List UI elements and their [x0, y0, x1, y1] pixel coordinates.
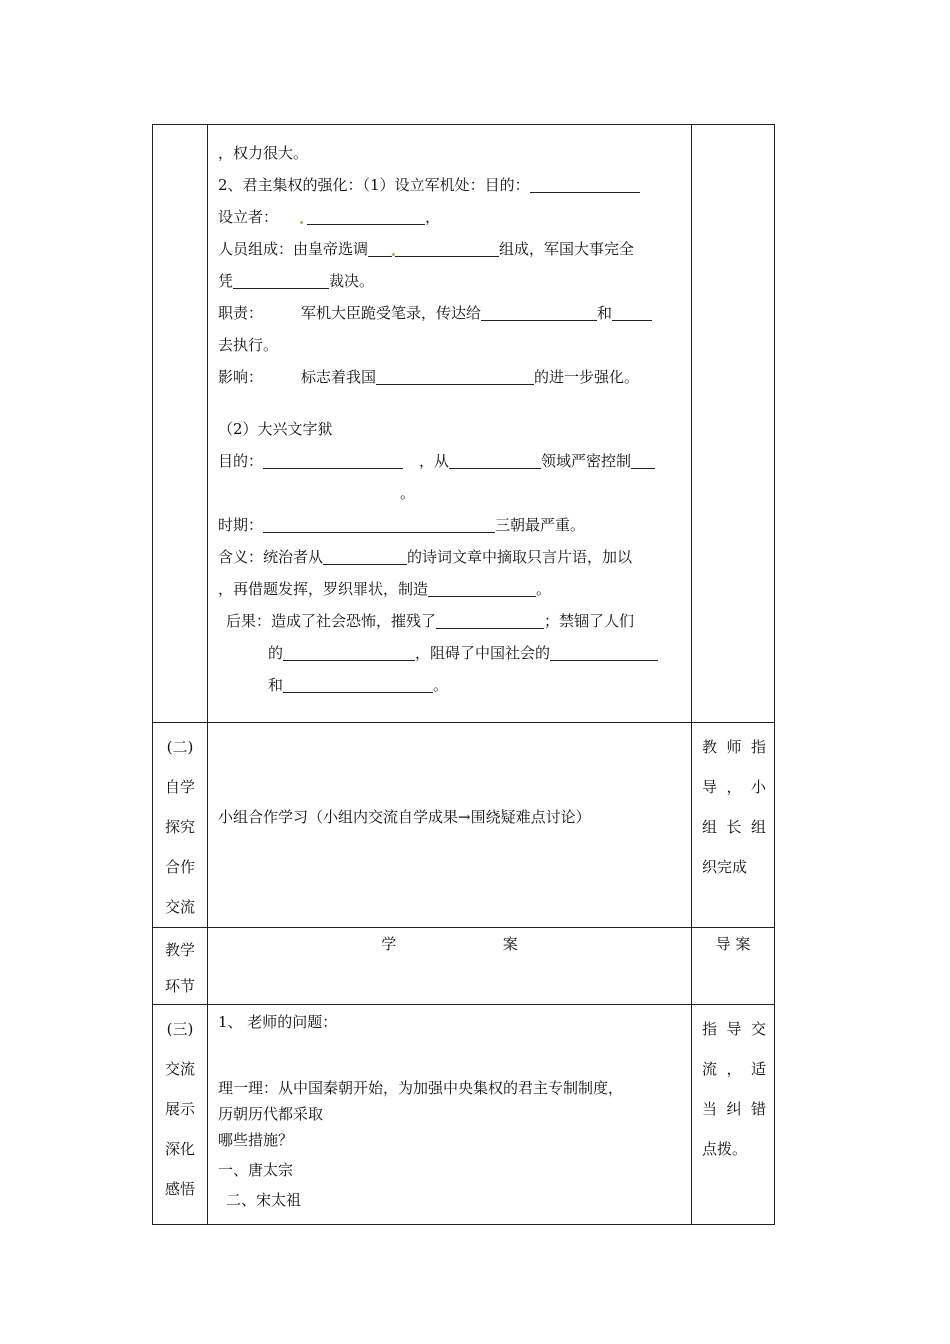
fill-blank[interactable]	[428, 578, 536, 597]
line-period-dot: 。	[400, 484, 416, 502]
table-row	[153, 928, 775, 1005]
stage-cell: 教学 环节	[153, 928, 208, 1005]
line-meaning-2: ，再借题发挥，罗织罪状，制造 。	[218, 580, 552, 598]
fill-blank[interactable]	[283, 642, 415, 661]
content-cell: 1、 老师的问题： 理一理：从中国秦朝开始，为加强中央集权的君主专制制度， 历朝历代都采取 哪些措施？ 一、唐太宗 二、宋太祖	[208, 1005, 692, 1225]
line-duty: 职责： 军机大臣跪受笔录，传达给 和	[218, 297, 683, 329]
line-centralization: 2、君主集权的强化：（1）设立军机处：目的：	[218, 169, 683, 201]
line-consequence: 后果：造成了社会恐怖，摧残了 ；禁锢了人们	[226, 612, 635, 630]
line-consequence-3: 和 。	[268, 676, 449, 694]
fill-blank[interactable]	[550, 642, 658, 661]
fill-blank[interactable]	[307, 206, 425, 225]
table-row	[153, 1005, 775, 1225]
guide-cell: 教 师 指 导 ， 小 组 长 组 织完成	[692, 723, 775, 928]
fill-blank[interactable]	[395, 238, 499, 257]
line-meaning: 含义：统治者从 的诗词文章中摘取只言片语，加以	[218, 548, 633, 566]
fill-blank[interactable]	[612, 302, 652, 321]
line-execute: 去执行。	[218, 336, 279, 354]
guide-cell: 导 案	[692, 928, 775, 1005]
teacher-question: 1、 老师的问题：	[218, 1013, 338, 1031]
fill-blank[interactable]	[481, 302, 597, 321]
line-period: 时期： 三朝最严重。	[218, 516, 586, 534]
guide-cell	[692, 125, 775, 723]
content-cell	[208, 928, 692, 1005]
fill-blank[interactable]	[631, 450, 655, 469]
fill-blank[interactable]	[530, 174, 640, 193]
fill-blank[interactable]	[323, 546, 407, 565]
fill-blank[interactable]	[283, 674, 433, 693]
fill-blank[interactable]	[368, 238, 392, 257]
line-decision: 凭 裁决。	[218, 272, 375, 290]
section-header: 学 案	[381, 935, 518, 953]
line-literary-inquisition: （2）大兴文字狱	[218, 420, 333, 438]
sort-out-line: 理一理：从中国秦朝开始，为加强中央集权的君主专制制度，	[218, 1079, 624, 1097]
item-tang: 一、唐太宗	[218, 1161, 294, 1179]
line-purpose: 目的： ，从 领域严密控制	[218, 445, 683, 477]
content-cell	[208, 723, 692, 928]
lesson-plan-table	[152, 124, 775, 1225]
stage-cell: (三) 交流 展示 深化 感悟	[153, 1005, 208, 1225]
line-founder: 设立者： ，	[218, 208, 441, 226]
fill-blank[interactable]	[449, 450, 541, 469]
line-impact: 影响： 标志着我国 的进一步强化。	[218, 368, 640, 386]
group-study-line: 小组合作学习（小组内交流自学成果→围绕疑难点讨论）	[218, 808, 591, 826]
line-power: ，权力很大。	[218, 144, 309, 162]
line-consequence-2: 的 ，阻碍了中国社会的	[218, 637, 683, 669]
fill-blank[interactable]	[263, 450, 403, 469]
fill-blank[interactable]	[436, 610, 544, 629]
item-song: 二、宋太祖	[226, 1191, 302, 1209]
fill-blank[interactable]	[263, 514, 495, 533]
table-row	[153, 125, 775, 723]
table-row	[153, 723, 775, 928]
stage-cell: (二) 自学 探究 合作 交流	[153, 723, 208, 928]
line-members: 人员组成：由皇帝选调 组成，军国大事完全	[218, 240, 635, 258]
content-cell	[208, 125, 692, 723]
guide-cell: 指 导 交 流 ， 适 当 纠 错 点拨。	[692, 1005, 775, 1225]
stage-cell	[153, 125, 208, 723]
fill-blank[interactable]	[233, 270, 329, 289]
fill-blank[interactable]	[376, 366, 534, 385]
